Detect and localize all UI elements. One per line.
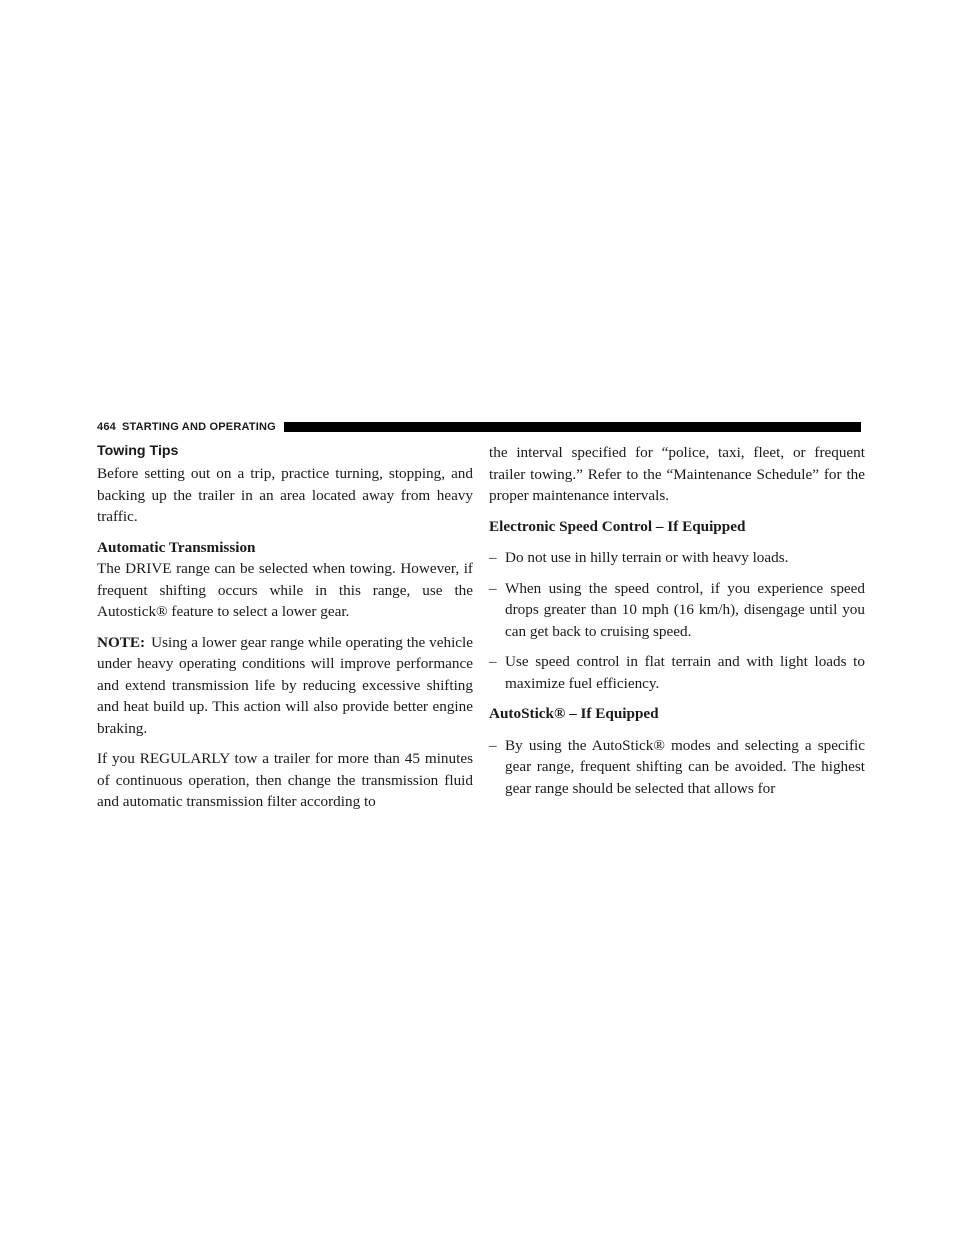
speed-control-heading: Electronic Speed Control – If Equipped: [489, 517, 746, 535]
bullet-dash: –: [489, 579, 497, 597]
page-number: 464: [97, 421, 116, 433]
bullet-dash: –: [489, 653, 497, 670]
note-paragraph: [97, 632, 473, 740]
bullet-text: Use speed control in flat terrain and with light loads to maximize fuel efficiency.: [505, 653, 865, 692]
automatic-transmission-heading: Automatic Transmission: [97, 538, 256, 556]
autostick-bullet-1: [489, 735, 865, 800]
page-header: [97, 420, 861, 434]
regular-towing-paragraph: If you REGULARLY tow a trailer for more than 45 minutes of continuous operation, then change the transmission fluid and automatic transmission filter according to: [97, 750, 473, 810]
towing-intro-paragraph: Before setting out on a trip, practice turning, stopping, and backing up the trailer in an area located away from heavy traffic.: [97, 465, 473, 525]
automatic-transmission-paragraph: The DRIVE range can be selected when towing. However, if frequent shifting occurs while in this range, use the Autostick® feature to select a lower gear.: [97, 560, 473, 620]
header-rule: [284, 422, 861, 432]
note-text: Using a lower gear range while operating the vehicle under heavy operating conditions will improve performance and extend transmission life by reducing excessive shifting and heat build up. This action will also provide better engine braking.: [97, 633, 473, 737]
right-column: [489, 442, 865, 808]
bullet-text: By using the AutoStick® modes and selecting a specific gear range, frequent shifting can be avoided. The highest gear range should be selected that allows for: [505, 736, 865, 797]
bullet-dash: –: [489, 736, 497, 754]
bullet-dash: –: [489, 549, 497, 566]
left-column: [97, 442, 473, 813]
bullet-text: When using the speed control, if you experience speed drops greater than 10 mph (16 km/h), disengage until you can get back to cruising speed.: [505, 579, 865, 640]
speed-control-bullet-2: [489, 578, 865, 643]
bullet-text: Do not use in hilly terrain or with heavy loads.: [505, 549, 789, 566]
section-name: STARTING AND OPERATING: [121, 421, 276, 433]
maintenance-continuation-paragraph: the interval specified for “police, taxi, fleet, or frequent trailer towing.” Refer to the “Maintenance Schedule” for the proper maintenance intervals.: [489, 444, 865, 504]
towing-tips-heading: Towing Tips: [97, 443, 179, 459]
speed-control-bullet-3: [489, 651, 865, 694]
note-label: NOTE:: [97, 633, 146, 651]
autostick-heading: AutoStick® – If Equipped: [489, 705, 659, 722]
speed-control-bullet-1: [489, 547, 865, 569]
